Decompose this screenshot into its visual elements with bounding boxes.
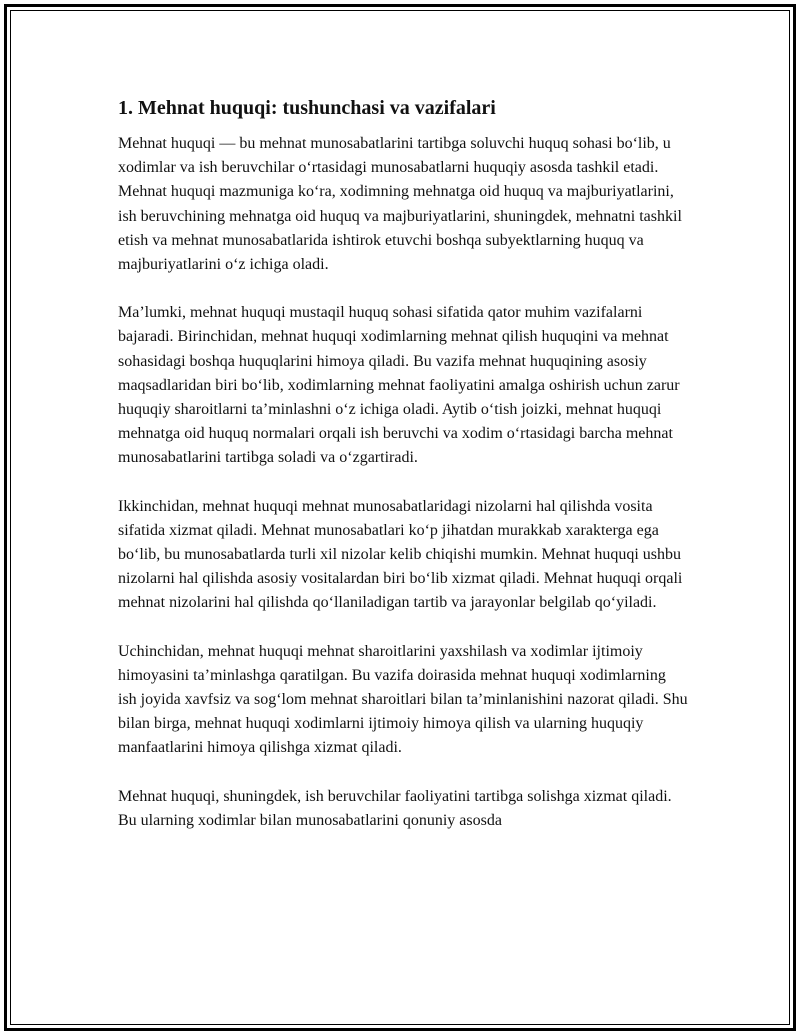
document-body [118,96,688,857]
paragraph-second-function: Ikkinchidan, mehnat huquqi mehnat munosabatlaridagi nizolarni hal qilishda vosita sifatida xizmat qiladi. Mehnat munosabatlari ko‘p jihatdan murakkab xarakterga ega bo‘lib, bu munosabatlarda turli xil nizolar kelib chiqishi mumkin. Mehnat huquqi ushbu nizolarni hal qilishda asosiy vositalardan biri bo‘lib xizmat qiladi. Mehnat huquqi orqali mehnat nizolarini hal qilishda qo‘llaniladigan tartib va jarayonlar belgilab qo‘yiladi. [118,497,683,612]
section-heading: 1. Mehnat huquqi: tushunchasi va vazifalari [118,97,496,119]
paragraph-definition: Mehnat huquqi — bu mehnat munosabatlarini tartibga soluvchi huquq sohasi bo‘lib, u xodimlar va ish beruvchilar o‘rtasidagi munosabatlarni huquqiy asosda tashkil etadi. Mehnat huquqi mazmuniga ko‘ra, xodimning mehnatga oid huquq va majburiyatlarini, ish beruvchining mehnatga oid huquq va majburiyatlarini, shuningdek, mehnatni tashkil etish va mehnat munosabatlarida ishtirok etuvchi boshqa subyektlarning huquq va majburiyatlarini o‘z ichiga oladi. [118,135,682,274]
paragraph-third-function: Uchinchidan, mehnat huquqi mehnat sharoitlarini yaxshilash va xodimlar ijtimoiy himoyasini ta’minlashga qaratilgan. Bu vazifa doirasida mehnat huquqi xodimlarning ish joyida xavfsiz va sog‘lom mehnat sharoitlari bilan ta’minlanishini nazorat qiladi. Shu bilan birga, mehnat huquqi xodimlarni ijtimoiy himoya qilish va ularning huquqiy manfaatlarini himoya qilishga xizmat qiladi. [118,642,688,757]
paragraph-first-function: Ma’lumki, mehnat huquqi mustaqil huquq sohasi sifatida qator muhim vazifalarni bajaradi. Birinchidan, mehnat huquqi xodimlarning mehnat qilish huquqini va mehnat sohasidagi boshqa huquqlarini himoya qiladi. Bu vazifa mehnat huquqining asosiy maqsadlaridan biri bo‘lib, xodimlarning mehnat faoliyatini amalga oshirish uchun zarur huquqiy sharoitlarni ta’minlashni o‘z ichiga oladi. Aytib o‘tish joizki, mehnat huquqi mehnatga oid huquq normalari orqali ish beruvchi va xodim o‘rtasidagi barcha mehnat munosabatlarini tartibga soladi va o‘zgartiradi. [118,304,680,467]
paragraph-employer-regulation: Mehnat huquqi, shuningdek, ish beruvchilar faoliyatini tartibga solishga xizmat qiladi. Bu ularning xodimlar bilan munosabatlarini qonuniy asosda [118,787,672,829]
